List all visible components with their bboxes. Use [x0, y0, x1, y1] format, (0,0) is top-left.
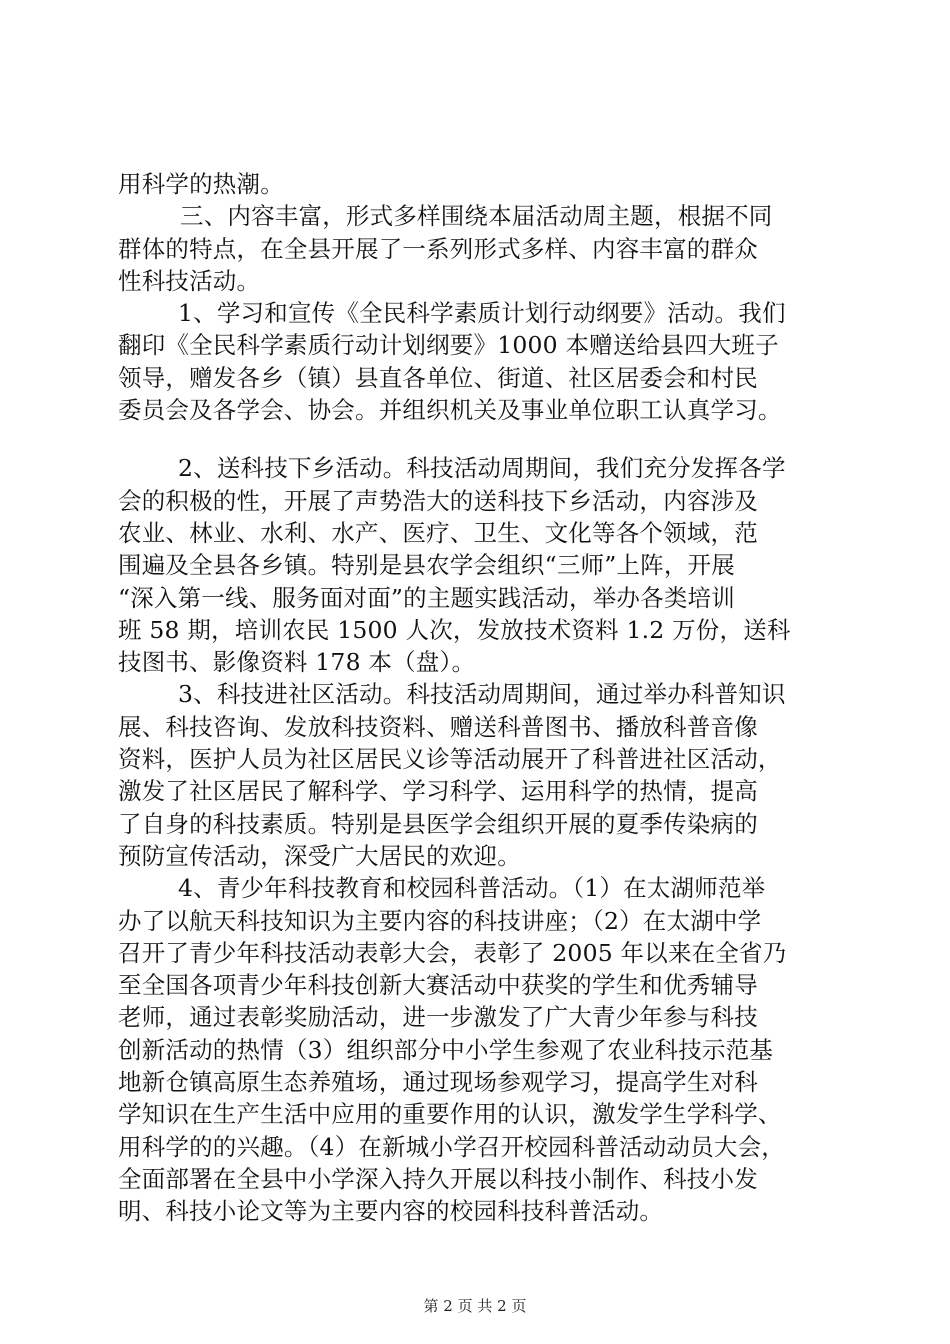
text-line: 激发了社区居民了解科学、学习科学、运用科学的热情，提高	[118, 777, 758, 806]
page-footer: 第 2 页 共 2 页	[423, 1297, 527, 1315]
text-line: 围遍及全县各乡镇。特别是县农学会组织“三师”上阵，开展	[118, 551, 735, 580]
text-line: 性科技活动。	[118, 266, 261, 295]
section-heading-line: 三、内容丰富，形式多样围绕本届活动周主题，根据不同	[180, 202, 773, 231]
text-line: “深入第一线、服务面对面”的主题实践活动，举办各类培训	[118, 583, 735, 612]
text-line: 了自身的科技素质。特别是县医学会组织开展的夏季传染病的	[118, 809, 758, 838]
text-line: 农业、林业、水利、水产、医疗、卫生、文化等各个领域，范	[118, 518, 758, 547]
text-line: 展、科技咨询、发放科技资料、赠送科普图书、播放科普音像	[118, 712, 758, 741]
text-line: 明、科技小论文等为主要内容的校园科技科普活动。	[118, 1197, 664, 1226]
paragraph-start-line: 1、学习和宣传《全民科学素质计划行动纲要》活动。我们	[178, 299, 786, 328]
text-line: 资料，医护人员为社区居民义诊等活动展开了科普进社区活动，	[118, 745, 782, 774]
text-line: 创新活动的热情（3）组织部分中小学生参观了农业科技示范基	[118, 1035, 774, 1064]
text-line: 群体的特点，在全县开展了一系列形式多样、内容丰富的群众	[118, 234, 758, 263]
text-line: 用科学的热潮。	[118, 170, 284, 198]
paragraph-start-line: 4、青少年科技教育和校园科普活动。（1）在太湖师范举	[178, 874, 766, 903]
text-line: 班 58 期，培训农民 1500 人次，发放技术资料 1.2 万份，送科	[118, 615, 791, 644]
text-line: 领导，赠发各乡（镇）县直各单位、街道、社区居委会和村民	[118, 363, 758, 392]
text-line: 预防宣传活动，深受广大居民的欢迎。	[118, 841, 521, 870]
text-line: 技图书、影像资料 178 本（盘）。	[118, 648, 476, 677]
text-line: 办了以航天科技知识为主要内容的科技讲座；（2）在太湖中学	[118, 906, 762, 935]
text-line: 会的积极的性，开展了声势浩大的送科技下乡活动，内容涉及	[118, 486, 758, 515]
paragraph-start-line: 3、科技进社区活动。科技活动周期间，通过举办科普知识	[178, 680, 786, 709]
text-line: 老师，通过表彰奖励活动，进一步激发了广大青少年参与科技	[118, 1003, 758, 1032]
text-line: 委员会及各学会、协会。并组织机关及事业单位职工认真学习。	[118, 396, 782, 425]
paragraph-start-line: 2、送科技下乡活动。科技活动周期间，我们充分发挥各学	[178, 454, 786, 483]
text-line: 用科学的的兴趣。（4）在新城小学召开校园科普活动动员大会，	[118, 1132, 786, 1161]
paragraph-gap	[118, 426, 838, 452]
text-line: 全面部署在全县中小学深入持久开展以科技小制作、科技小发	[118, 1164, 758, 1193]
text-line: 召开了青少年科技活动表彰大会，表彰了 2005 年以来在全省乃	[118, 938, 787, 967]
document-body	[118, 168, 838, 1228]
text-line: 至全国各项青少年科技创新大赛活动中获奖的学生和优秀辅导	[118, 971, 758, 1000]
text-line: 学知识在生产生活中应用的重要作用的认识，激发学生学科学、	[118, 1100, 782, 1129]
text-line: 翻印《全民科学素质行动计划纲要》1000 本赠送给县四大班子	[118, 331, 779, 360]
text-line: 地新仓镇高原生态养殖场，通过现场参观学习，提高学生对科	[118, 1068, 758, 1097]
